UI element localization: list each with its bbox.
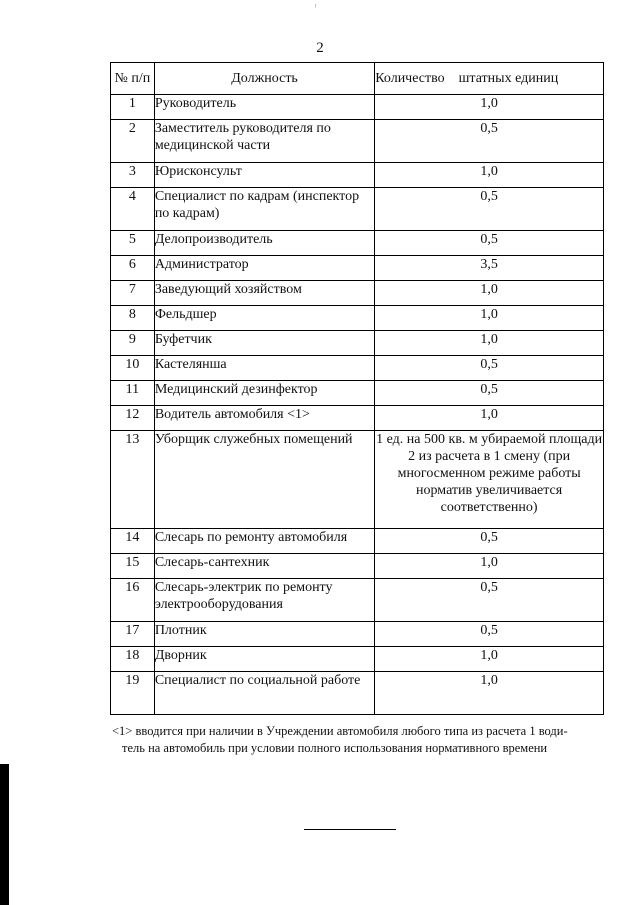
row-number: 3 xyxy=(111,163,155,188)
table-header-row xyxy=(111,63,604,95)
row-number: 2 xyxy=(111,120,155,163)
row-position: Заведующий хозяйством xyxy=(154,281,374,306)
row-position: Кастелянша xyxy=(154,356,374,381)
row-quantity: 1,0 xyxy=(375,647,604,672)
table-row xyxy=(111,256,604,281)
row-number: 7 xyxy=(111,281,155,306)
table-row xyxy=(111,231,604,256)
page-number: 2 xyxy=(316,40,324,56)
table-row xyxy=(111,431,604,529)
header-quantity: Количество штатных единиц xyxy=(375,63,604,95)
row-position: Слесарь-сантехник xyxy=(154,554,374,579)
row-number: 1 xyxy=(111,95,155,120)
end-rule xyxy=(304,829,396,830)
row-quantity: 0,5 xyxy=(375,529,604,554)
row-position: Слесарь по ремонту автомобиля xyxy=(154,529,374,554)
row-number: 13 xyxy=(111,431,155,529)
scan-artifact: ˡ xyxy=(315,2,317,12)
row-position: Водитель автомобиля <1> xyxy=(154,406,374,431)
table-row xyxy=(111,647,604,672)
row-quantity: 0,5 xyxy=(375,381,604,406)
table-row xyxy=(111,120,604,163)
table-row xyxy=(111,579,604,622)
table-row xyxy=(111,529,604,554)
row-position: Заместитель руководителя по медицинской части xyxy=(154,120,374,163)
row-quantity: 0,5 xyxy=(375,120,604,163)
row-quantity: 0,5 xyxy=(375,622,604,647)
table-row xyxy=(111,406,604,431)
row-number: 12 xyxy=(111,406,155,431)
row-number: 6 xyxy=(111,256,155,281)
row-quantity: 1,0 xyxy=(375,554,604,579)
row-quantity: 3,5 xyxy=(375,256,604,281)
row-position: Слесарь-электрик по ремонту электрооборудования xyxy=(154,579,374,622)
header-number: № п/п xyxy=(111,63,155,95)
row-position: Дворник xyxy=(154,647,374,672)
row-position: Фельдшер xyxy=(154,306,374,331)
row-position: Руководитель xyxy=(154,95,374,120)
row-quantity: 1,0 xyxy=(375,306,604,331)
row-position: Уборщик служебных помещений xyxy=(154,431,374,529)
row-number: 9 xyxy=(111,331,155,356)
footnote-line-1: <1> вводится при наличии в Учреждении автомобиля любого типа из расчета 1 води- xyxy=(112,724,568,738)
row-number: 15 xyxy=(111,554,155,579)
row-number: 16 xyxy=(111,579,155,622)
row-position: Специалист по социальной работе xyxy=(154,672,374,715)
row-quantity: 1,0 xyxy=(375,331,604,356)
row-quantity: 1,0 xyxy=(375,406,604,431)
footnote-line-2: тель на автомобиль при условии полного использования нормативного времени xyxy=(122,741,548,755)
row-quantity: 0,5 xyxy=(375,188,604,231)
table-row xyxy=(111,95,604,120)
row-quantity: 1 ед. на 500 кв. м убираемой площади 2 из расчета в 1 смену (при многосменном режиме работы норматив увеличивается соответственно) xyxy=(375,431,604,529)
table-row xyxy=(111,306,604,331)
row-position: Делопроизводитель xyxy=(154,231,374,256)
table-row xyxy=(111,554,604,579)
row-number: 5 xyxy=(111,231,155,256)
row-position: Специалист по кадрам (инспектор по кадрам) xyxy=(154,188,374,231)
row-quantity: 0,5 xyxy=(375,356,604,381)
row-quantity: 1,0 xyxy=(375,672,604,715)
table-row xyxy=(111,281,604,306)
header-position: Должность xyxy=(154,63,374,95)
row-quantity: 1,0 xyxy=(375,281,604,306)
table-row xyxy=(111,381,604,406)
table-row xyxy=(111,188,604,231)
row-position: Буфетчик xyxy=(154,331,374,356)
row-number: 17 xyxy=(111,622,155,647)
table-row xyxy=(111,331,604,356)
row-position: Плотник xyxy=(154,622,374,647)
row-quantity: 0,5 xyxy=(375,231,604,256)
table-row xyxy=(111,622,604,647)
scan-edge-bar xyxy=(0,764,9,905)
row-number: 19 xyxy=(111,672,155,715)
row-quantity: 0,5 xyxy=(375,579,604,622)
row-position: Юрисконсульт xyxy=(154,163,374,188)
row-number: 8 xyxy=(111,306,155,331)
staffing-table xyxy=(110,62,604,715)
row-number: 11 xyxy=(111,381,155,406)
table-row xyxy=(111,356,604,381)
table-row xyxy=(111,672,604,715)
row-number: 18 xyxy=(111,647,155,672)
row-number: 14 xyxy=(111,529,155,554)
row-position: Медицинский дезинфектор xyxy=(154,381,374,406)
row-position: Администратор xyxy=(154,256,374,281)
row-number: 4 xyxy=(111,188,155,231)
row-number: 10 xyxy=(111,356,155,381)
footnote xyxy=(112,723,602,757)
row-quantity: 1,0 xyxy=(375,95,604,120)
table-row xyxy=(111,163,604,188)
row-quantity: 1,0 xyxy=(375,163,604,188)
